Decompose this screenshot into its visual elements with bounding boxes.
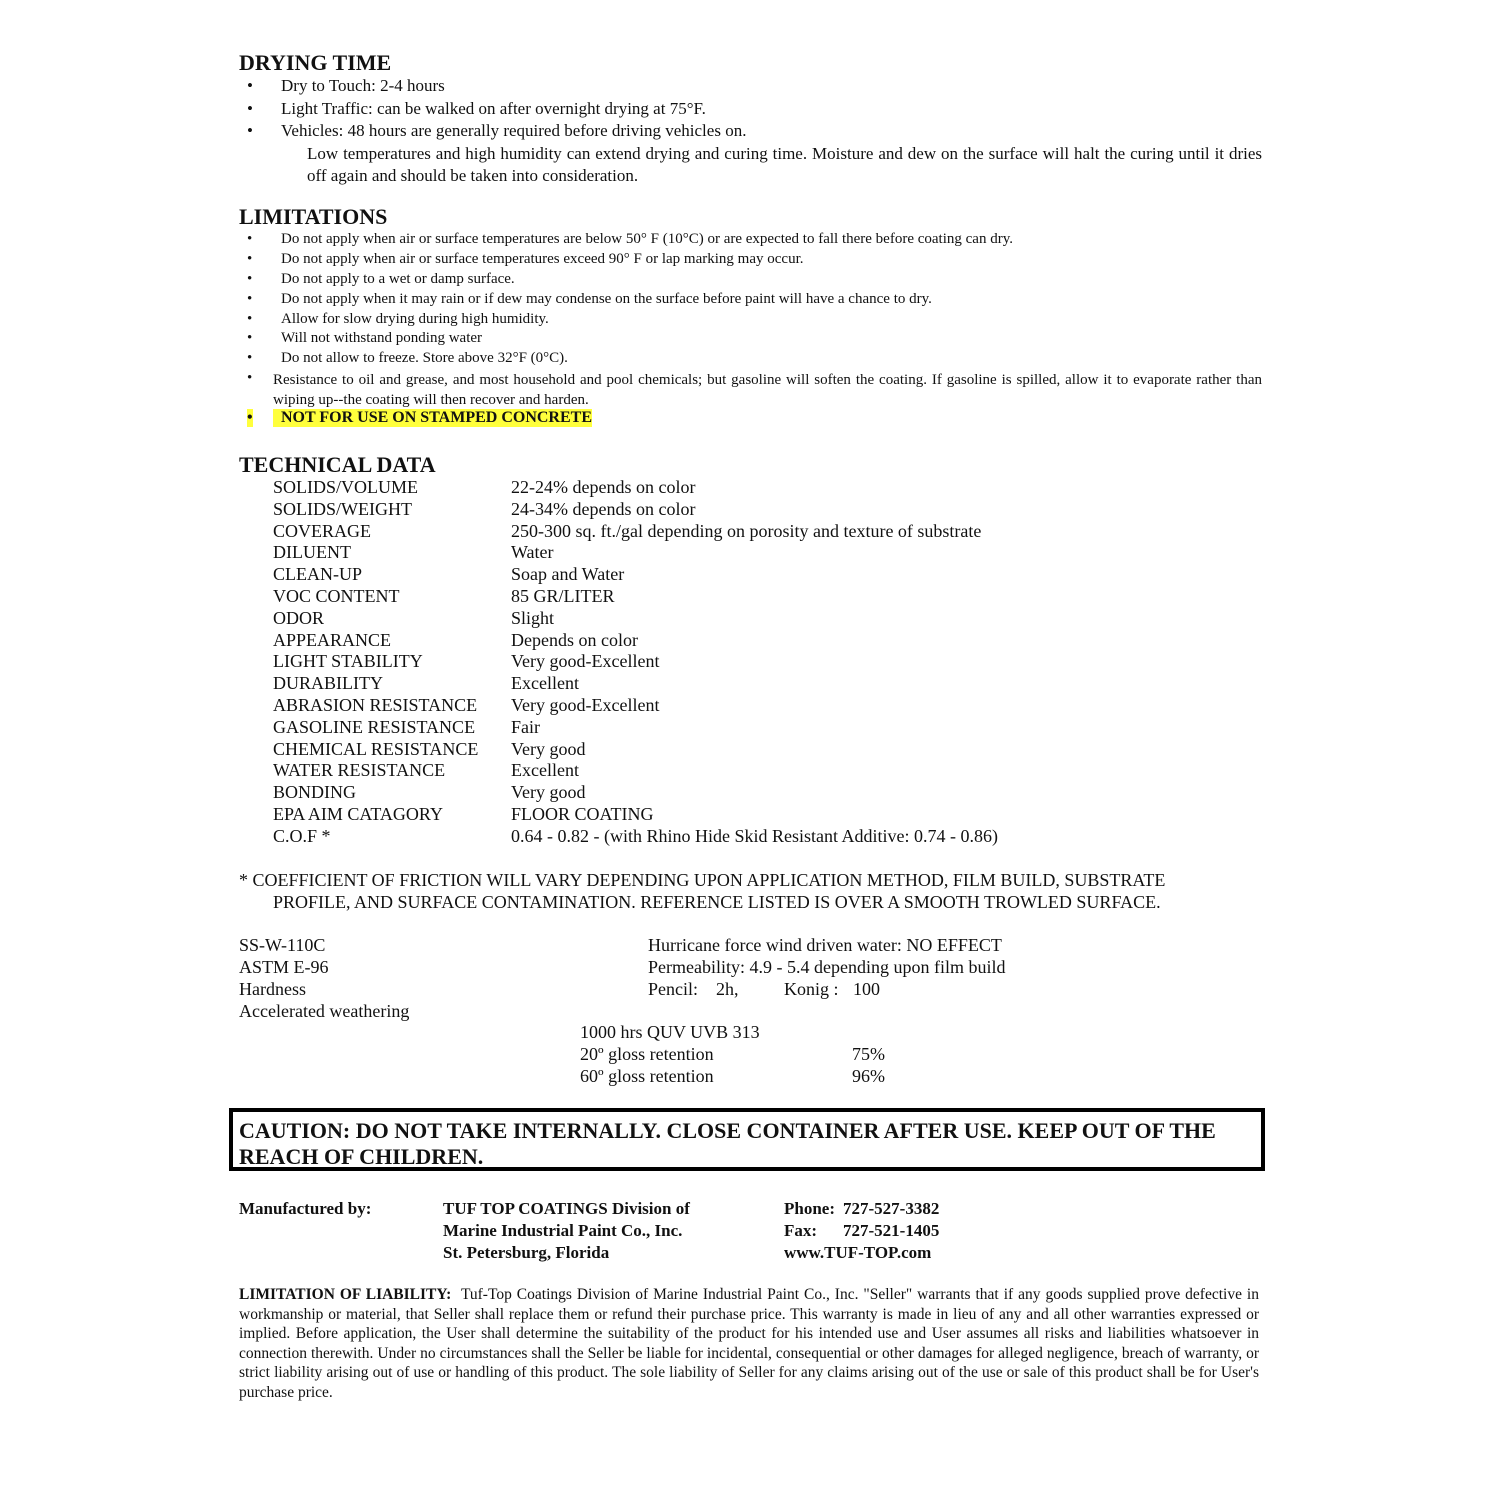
fax-number: 727-521-1405 [843, 1221, 940, 1240]
list-item-text: Do not allow to freeze. Store above 32°F (0°C). [281, 350, 568, 366]
list-item-text: Do not apply when air or surface temperatures are below 50° F (10°C) or are expected to fall there before coating can dry. [281, 231, 1013, 247]
property-value: Excellent [511, 760, 579, 780]
gloss-label: 60º gloss retention [580, 1066, 714, 1086]
weathering-title: 1000 hrs QUV UVB 313 [580, 1022, 760, 1042]
list-item-text: Vehicles: 48 hours are generally required before driving vehicles on. [281, 121, 747, 140]
list-item-text: Light Traffic: can be walked on after overnight drying at 75°F. [281, 99, 706, 118]
test-result: Permeability: 4.9 - 5.4 depending upon film build [648, 957, 1006, 977]
fax-label: Fax: [784, 1221, 818, 1240]
bullet-icon: • [247, 121, 253, 140]
property-value: Excellent [511, 673, 579, 693]
list-item [247, 76, 1247, 98]
limitations-heading: LIMITATIONS [239, 204, 388, 229]
property-name: LIGHT STABILITY [273, 651, 423, 671]
list-item-highlight: • NOT FOR USE ON STAMPED CONCRETE [247, 409, 592, 426]
list-item-text: Allow for slow drying during high humidity. [281, 311, 549, 327]
manufacturer-location: St. Petersburg, Florida [443, 1243, 610, 1262]
list-item-text: Do not apply when it may rain or if dew may condense on the surface before paint will have a chance to dry. [281, 291, 932, 307]
cof-footnote-line-1: * COEFFICIENT OF FRICTION WILL VARY DEPENDING UPON APPLICATION METHOD, FILM BUILD, SUBSTRATE [239, 870, 1166, 890]
liability-text: Tuf-Top Coatings Division of Marine Industrial Paint Co., Inc. "Seller" warrants that if any goods supplied prove defective in workmanship or material, that Seller shall replace them or refund their purchase price. This warranty is made in lieu of any and all other warranties expressed or implied. Before application, the User shall determine the suitability of the product for his intended use and User assumes all risks and liabilities whatsoever in connection therewith. Under no circumstances shall the Seller be liable for incidental, consequential or other damages for alleged negligence, breach of warranty, or strict liability arising out of use or handling of this product. The sole liability of Seller for any claims arising out of the use or sale of this product shall be for User's purchase price. [239, 1286, 1259, 1401]
list-item-text: Resistance to oil and grease, and most household and pool chemicals; but gasoline will soften the coating. If gasoline is spilled, allow it to evaporate rather than wiping up--the coating will then recover and harden. [273, 372, 1262, 408]
konig-value: 100 [853, 979, 880, 999]
liability-paragraph [239, 1285, 1259, 1403]
stamped-concrete-warning: NOT FOR USE ON STAMPED CONCRETE [281, 409, 592, 426]
property-value: 85 GR/LITER [511, 586, 615, 606]
test-result: Hurricane force wind driven water: NO EFFECT [648, 935, 1002, 955]
list-item-text: Dry to Touch: 2-4 hours [281, 76, 445, 95]
property-value: 250-300 sq. ft./gal depending on porosity and texture of substrate [511, 521, 982, 541]
property-value: Soap and Water [511, 564, 625, 584]
property-value: FLOOR COATING [511, 804, 654, 824]
list-item-text: Do not apply to a wet or damp surface. [281, 271, 515, 287]
property-name: CHEMICAL RESISTANCE [273, 739, 479, 759]
property-value: Water [511, 542, 554, 562]
property-value: 0.64 - 0.82 - (with Rhino Hide Skid Resistant Additive: 0.74 - 0.86) [511, 826, 998, 846]
property-name: CLEAN-UP [273, 564, 362, 584]
cof-footnote-line-2: PROFILE, AND SURFACE CONTAMINATION. REFERENCE LISTED IS OVER A SMOOTH TROWLED SURFACE. [273, 892, 1161, 912]
property-value: Very good [511, 739, 586, 759]
property-name: VOC CONTENT [273, 586, 400, 606]
property-name: COVERAGE [273, 521, 371, 541]
test-standard: ASTM E-96 [239, 957, 329, 977]
test-standard: Accelerated weathering [239, 1001, 410, 1021]
list-item: • Do not apply to a wet or damp surface. [247, 271, 515, 287]
list-item: • Allow for slow drying during high humidity. [247, 311, 549, 327]
gloss-value: 75% [852, 1044, 885, 1064]
manufacturer-name: TUF TOP COATINGS Division of [443, 1199, 690, 1218]
gloss-value: 96% [852, 1066, 885, 1086]
liability-label: LIMITATION OF LIABILITY: [239, 1286, 452, 1303]
property-name: EPA AIM CATAGORY [273, 804, 443, 824]
property-value: 24-34% depends on color [511, 499, 696, 519]
property-value: Fair [511, 717, 540, 737]
property-value: Slight [511, 608, 555, 628]
list-item: • Will not withstand ponding water [247, 330, 483, 346]
property-name: SOLIDS/VOLUME [273, 477, 419, 497]
property-name: SOLIDS/WEIGHT [273, 499, 412, 519]
pencil-label: Pencil: [648, 979, 698, 999]
list-item-text: Do not apply when air or surface temperatures exceed 90° F or lap marking may occur. [281, 251, 804, 267]
manufacturer-name: Marine Industrial Paint Co., Inc. [443, 1221, 683, 1240]
property-name: GASOLINE RESISTANCE [273, 717, 476, 737]
manufacturer-label: Manufactured by: [239, 1199, 372, 1218]
website-link[interactable]: www.TUF-TOP.com [784, 1243, 932, 1262]
property-name: DILUENT [273, 542, 351, 562]
list-item [247, 121, 1247, 143]
caution-box [229, 1108, 1265, 1171]
property-value: Depends on color [511, 630, 638, 650]
list-item: • Resistance to oil and grease, and most household and pool chemicals; but gasoline will soften the coating. If gasoline is spilled, allow it to evaporate rather than wiping up--the coating will then recover and harden. [247, 370, 1262, 408]
property-value: Very good-Excellent [511, 695, 660, 715]
test-standard: Hardness [239, 979, 306, 999]
list-item: • Do not apply when it may rain or if dew may condense on the surface before paint will have a chance to dry. [247, 291, 932, 307]
pencil-value: 2h, [716, 979, 739, 999]
drying-time-heading: DRYING TIME [239, 50, 392, 75]
gloss-label: 20º gloss retention [580, 1044, 714, 1064]
property-name: BONDING [273, 782, 356, 802]
list-item: • Do not apply when air or surface temperatures exceed 90° F or lap marking may occur. [247, 251, 804, 267]
drying-note: Low temperatures and high humidity can extend drying and curing time. Moisture and dew on the surface will halt the curing until it dries off again and should be taken into consideration. [307, 144, 1262, 185]
list-item: • Do not apply when air or surface temperatures are below 50° F (10°C) or are expected to fall there before coating can dry. [247, 231, 1013, 247]
property-name: C.O.F * [273, 826, 331, 846]
property-value: Very good [511, 782, 586, 802]
bullet-icon: • [247, 99, 253, 118]
list-item [247, 99, 1247, 121]
property-name: APPEARANCE [273, 630, 392, 650]
list-item-text: Will not withstand ponding water [281, 330, 483, 346]
phone-label: Phone: [784, 1199, 835, 1218]
test-standard: SS-W-110C [239, 935, 326, 955]
technical-data-heading: TECHNICAL DATA [239, 452, 436, 477]
property-name: ABRASION RESISTANCE [273, 695, 478, 715]
property-value: Very good-Excellent [511, 651, 660, 671]
property-name: WATER RESISTANCE [273, 760, 446, 780]
caution-text: CAUTION: DO NOT TAKE INTERNALLY. CLOSE CONTAINER AFTER USE. KEEP OUT OF THE REACH OF CHILDREN. [239, 1118, 1216, 1169]
property-value: 22-24% depends on color [511, 477, 696, 497]
konig-label: Konig : [784, 979, 839, 999]
phone-number: 727-527-3382 [843, 1199, 940, 1218]
bullet-icon: • [247, 76, 253, 95]
property-name: DURABILITY [273, 673, 383, 693]
list-item: • Do not allow to freeze. Store above 32°F (0°C). [247, 350, 568, 366]
property-name: ODOR [273, 608, 325, 628]
